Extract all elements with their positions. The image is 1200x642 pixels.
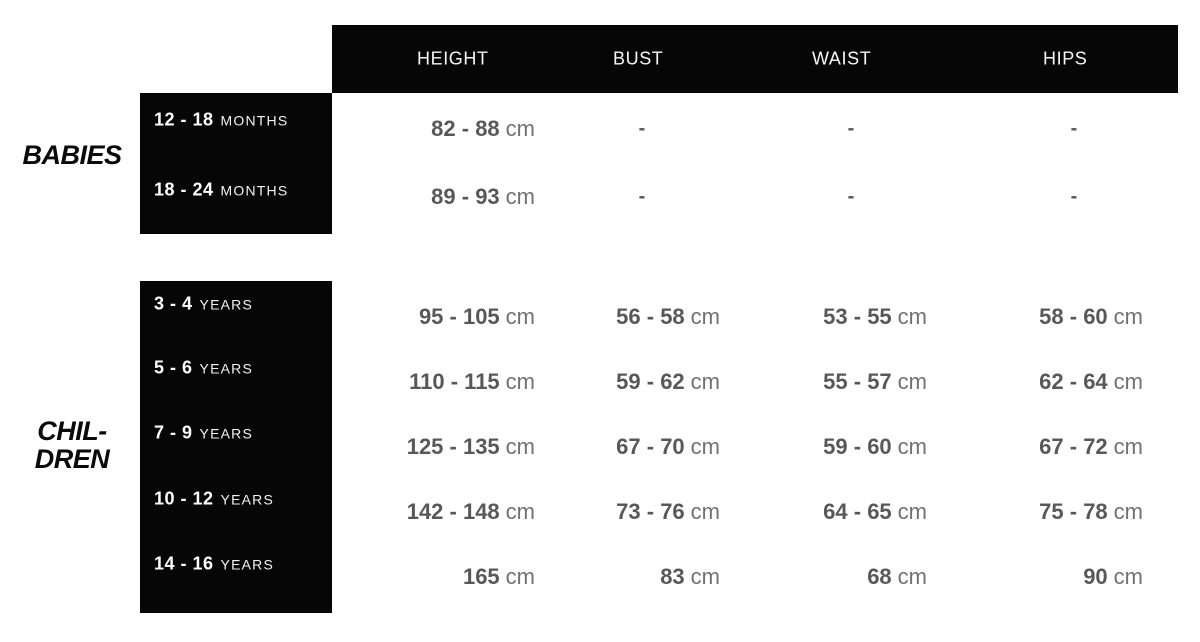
measure-unit: cm (505, 564, 535, 589)
empty-cell-dash-hips: - (1070, 117, 1078, 140)
age-range: 12 - 18 (154, 109, 214, 130)
measure-cell-bust (616, 369, 720, 395)
group-label-children-line1: CHIL- (37, 416, 107, 446)
age-unit: MONTHS (220, 182, 289, 199)
measure-cell-height (407, 434, 535, 460)
measure-cell-hips (1083, 564, 1143, 590)
empty-cell-dash-bust: - (638, 185, 646, 208)
measure-value: 125 - 135 (406, 434, 500, 459)
age-unit: YEARS (199, 360, 253, 377)
age-row-7-9-years (154, 423, 253, 444)
measure-unit: cm (690, 369, 720, 394)
measure-unit: cm (505, 434, 535, 459)
measure-value: 55 - 57 (823, 369, 892, 394)
measure-unit: cm (1113, 304, 1143, 329)
measure-cell-height (407, 499, 535, 525)
age-range: 10 - 12 (154, 488, 214, 509)
measure-unit: cm (897, 304, 927, 329)
age-unit: YEARS (220, 556, 275, 573)
age-row-18-24-months (154, 180, 288, 201)
age-unit: MONTHS (220, 112, 289, 129)
measure-value: 68 (867, 564, 892, 589)
measure-unit: cm (690, 304, 720, 329)
measure-value: 62 - 64 (1039, 369, 1108, 394)
column-header-waist: WAIST (812, 48, 872, 69)
age-unit: YEARS (220, 491, 275, 508)
age-row-5-6-years (154, 358, 253, 379)
measure-cell-hips (1039, 499, 1143, 525)
age-row-10-12-years (154, 489, 274, 510)
measure-cell-hips (1039, 369, 1143, 395)
measure-value: 53 - 55 (823, 304, 892, 329)
measure-value: 73 - 76 (616, 499, 685, 524)
measure-cell-waist (823, 369, 927, 395)
measure-value: 58 - 60 (1039, 304, 1108, 329)
measure-value: 59 - 60 (823, 434, 892, 459)
measure-cell-waist (867, 564, 927, 590)
measure-cell-hips (1039, 434, 1143, 460)
measure-unit: cm (505, 304, 535, 329)
measure-value: 165 (462, 564, 500, 589)
measure-value: 110 - 115 (409, 369, 500, 394)
measure-unit: cm (690, 499, 720, 524)
measure-unit: cm (897, 564, 927, 589)
measure-value: 82 - 88 (431, 116, 500, 141)
measure-cell-height (431, 184, 535, 210)
measure-cell-height (431, 116, 535, 142)
measure-unit: cm (505, 184, 535, 209)
measure-value: 75 - 78 (1039, 499, 1108, 524)
empty-cell-dash-hips: - (1070, 185, 1078, 208)
age-range: 5 - 6 (154, 357, 193, 378)
measure-value: 142 - 148 (406, 499, 500, 524)
measure-cell-height (419, 304, 535, 330)
measure-value: 64 - 65 (823, 499, 892, 524)
age-range: 3 - 4 (154, 293, 193, 314)
empty-cell-dash-bust: - (638, 117, 646, 140)
measure-unit: cm (897, 434, 927, 459)
measure-unit: cm (897, 369, 927, 394)
measure-cell-waist (823, 434, 927, 460)
measure-value: 56 - 58 (616, 304, 685, 329)
group-label-children (8, 417, 136, 473)
age-range: 7 - 9 (154, 422, 193, 443)
measure-cell-hips (1039, 304, 1143, 330)
empty-cell-dash-waist: - (847, 117, 855, 140)
measure-unit: cm (690, 434, 720, 459)
measure-unit: cm (1113, 499, 1143, 524)
measure-value: 89 - 93 (431, 184, 500, 209)
measure-value: 90 (1083, 564, 1108, 589)
measure-cell-bust (616, 434, 720, 460)
measure-cell-height (463, 564, 535, 590)
measure-value: 83 (660, 564, 685, 589)
age-row-12-18-months (154, 110, 288, 131)
measure-cell-bust (660, 564, 720, 590)
age-range: 14 - 16 (154, 553, 214, 574)
measure-unit: cm (1113, 564, 1143, 589)
measure-unit: cm (505, 499, 535, 524)
measure-cell-bust (616, 304, 720, 330)
measure-unit: cm (505, 369, 535, 394)
measure-cell-bust (616, 499, 720, 525)
measure-unit: cm (1113, 434, 1143, 459)
measure-cell-waist (823, 304, 927, 330)
column-header-bust: BUST (613, 48, 664, 69)
group-label-babies: BABIES (22, 140, 122, 170)
age-range: 18 - 24 (154, 179, 214, 200)
column-header-hips: HIPS (1043, 48, 1088, 69)
measure-unit: cm (505, 116, 535, 141)
measure-unit: cm (897, 499, 927, 524)
measure-unit: cm (1113, 369, 1143, 394)
measure-value: 95 - 105 (418, 304, 500, 329)
age-row-3-4-years (154, 294, 253, 315)
group-label-children-line2: DREN (34, 444, 110, 474)
age-unit: YEARS (199, 296, 253, 313)
table-header-bar (332, 25, 1178, 93)
measure-value: 67 - 70 (616, 434, 685, 459)
measure-unit: cm (690, 564, 720, 589)
measure-cell-height (409, 369, 535, 395)
measure-value: 67 - 72 (1039, 434, 1108, 459)
age-row-14-16-years (154, 554, 274, 575)
column-header-height: HEIGHT (417, 48, 489, 69)
age-unit: YEARS (199, 425, 253, 442)
measure-cell-waist (823, 499, 927, 525)
measure-value: 59 - 62 (616, 369, 685, 394)
empty-cell-dash-waist: - (847, 185, 855, 208)
